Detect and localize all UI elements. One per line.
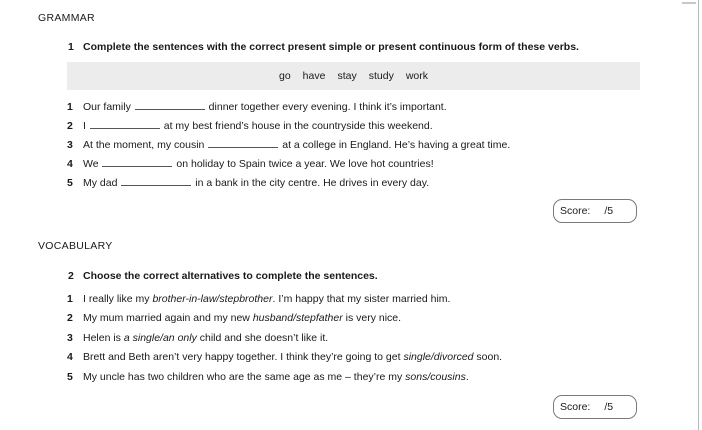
item-number: 2 [67,312,73,324]
item-text-after: at my best friend’s house in the countryside this weekend. [160,120,433,132]
corner-mark [682,2,696,4]
instruction-text: Choose the correct alternatives to complete the sentences. [83,270,378,282]
answer-blank[interactable] [121,176,191,186]
item-text-before: My dad [83,177,121,189]
word-box-item: stay [337,70,357,82]
item-number: 3 [67,139,73,151]
item-text-before: I really like my [83,293,153,305]
answer-options[interactable]: a single/an only [123,332,197,344]
instruction-text: Complete the sentences with the correct present simple or present continuous form of these verbs. [83,41,579,53]
answer-blank[interactable] [208,138,278,148]
item-text-before: Helen is [83,332,124,344]
answer-blank[interactable] [102,157,172,167]
instruction-number: 2 [68,270,74,282]
vocabulary-section-title: VOCABULARY [38,240,113,252]
item-number: 3 [67,332,73,344]
item-number: 5 [67,177,73,189]
answer-options[interactable]: brother-in-law/stepbrother [152,293,273,305]
instruction-number: 1 [68,41,74,53]
item-text-before: We [83,158,102,170]
vocabulary-item [67,371,469,383]
item-text-before: I [83,120,89,132]
page-edge [698,0,699,430]
score-total: /5 [604,205,614,217]
item-text-before: Our family [83,101,134,113]
grammar-item [67,157,434,170]
item-text-after: in a bank in the city centre. He drives in every day. [192,177,430,189]
word-box-item: go [278,70,291,82]
item-text-after: . [465,371,469,383]
item-text-before: My uncle has two children who are the same age as me – they’re my [83,371,406,383]
grammar-section-title: GRAMMAR [38,12,95,24]
grammar-instruction [68,41,579,53]
item-number: 4 [67,351,73,363]
answer-options[interactable]: husband/stepfather [252,312,343,324]
item-text-after: at a college in England. He’s having a great time. [279,139,511,151]
score-label: Score: [560,205,591,217]
vocabulary-score-box [553,395,637,419]
word-box-item: study [368,70,394,82]
item-text-after: child and she doesn’t like it. [196,332,329,344]
answer-blank[interactable] [135,100,205,110]
item-text-after: on holiday to Spain twice a year. We love hot countries! [173,158,434,170]
answer-blank[interactable] [90,119,160,129]
answer-options[interactable]: sons/cousins [405,371,466,383]
grammar-item [67,138,510,151]
item-text-after: . I’m happy that my sister married him. [272,293,451,305]
grammar-item [67,100,447,113]
item-number: 1 [67,293,73,305]
vocabulary-item [67,332,328,344]
item-number: 2 [67,120,73,132]
item-text-before: Brett and Beth aren’t very happy together. I think they’re going to get [83,351,404,363]
item-text-after: soon. [473,351,503,363]
item-number: 1 [67,101,73,113]
word-box-item: have [302,70,326,82]
verb-word-box [67,62,640,90]
vocabulary-instruction [68,270,378,282]
word-box-item: work [405,70,428,82]
grammar-score-box [553,199,637,223]
score-label: Score: [560,401,591,413]
vocabulary-item [67,312,401,324]
item-text-before: My mum married again and my new [83,312,253,324]
grammar-item [67,119,433,132]
answer-options[interactable]: single/divorced [403,351,474,363]
item-number: 4 [67,158,73,170]
vocabulary-item [67,293,450,305]
item-number: 5 [67,371,73,383]
score-total: /5 [604,401,614,413]
grammar-item [67,176,429,189]
item-text-before: At the moment, my cousin [83,139,208,151]
item-text-after: is very nice. [342,312,402,324]
vocabulary-item [67,351,502,363]
item-text-after: dinner together every evening. I think it’s important. [205,101,447,113]
